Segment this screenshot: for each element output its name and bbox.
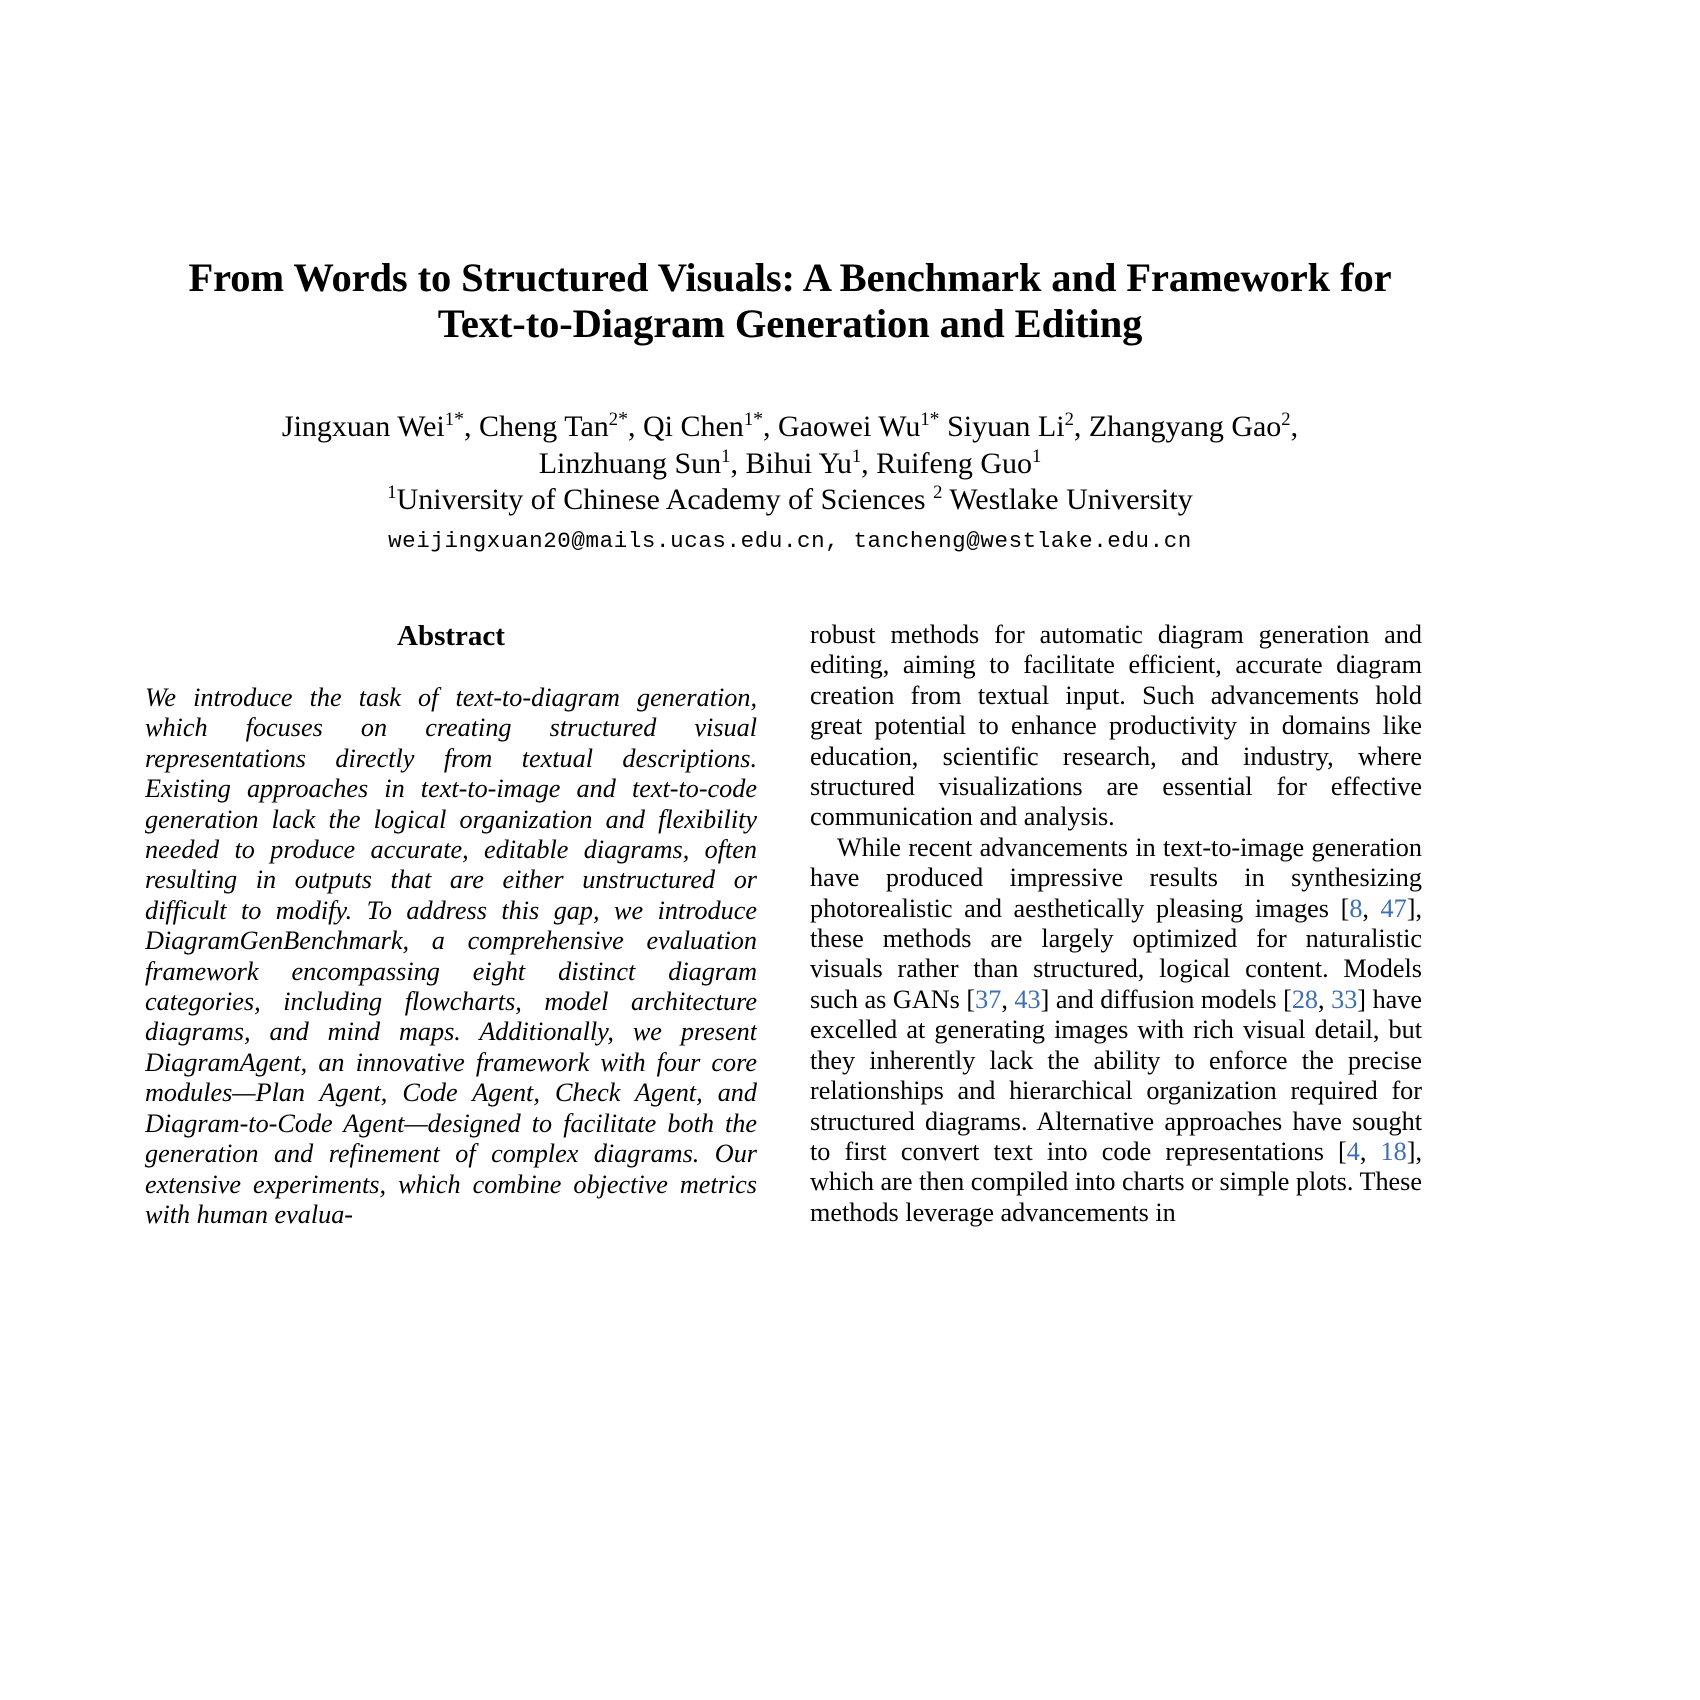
author-affiliation-marker: 1 bbox=[851, 445, 862, 467]
author-line-2: Linzhuang Sun$^1$, Bihui Yu$^1$, Ruifeng Guo$^1$ bbox=[538, 445, 1042, 480]
left-column bbox=[145, 620, 757, 1280]
citation-link-33[interactable]: 33 bbox=[1331, 984, 1358, 1014]
equal-contribution-marker: * bbox=[929, 408, 940, 430]
intro-paragraph-1: robust methods for automatic diagram generation and editing, aiming to facilitate efficient, accurate diagram creation from textual input. Such advancements hold great potential to enhance productivity in domains like education, scientific research, and industry, where structured visualizations are essential for effective communication and analysis. bbox=[810, 620, 1422, 832]
abstract-paragraph: We introduce the task of text-to-diagram generation, which focuses on creating structured visual representations directly from textual descriptions. Existing approaches in text-to-image and text-to-code generation lack the logical organization and flexibility needed to produce accurate, editable diagrams, often resulting in outputs that are either unstructured or difficult to modify. To address this gap, we introduce DiagramGenBenchmark, a comprehensive evaluation framework encompassing eight distinct diagram categories, including flowcharts, model architecture diagrams, and mind maps. Additionally, we present DiagramAgent, an innovative framework with four core modules—Plan Agent, Code Agent, Check Agent, and Diagram-to-Code Agent—designed to facilitate both the generation and refinement of complex diagrams. Our extensive experiments, which combine objective metrics with human evalua- bbox=[145, 683, 757, 1229]
author-name: Gaowei Wu bbox=[778, 410, 921, 443]
citation-link-4[interactable]: 4 bbox=[1346, 1136, 1360, 1166]
citation-link-18[interactable]: 18 bbox=[1380, 1136, 1407, 1166]
author-affiliation-marker: 2 bbox=[1064, 409, 1074, 430]
author-name: Ruifeng Guo bbox=[876, 446, 1032, 480]
equal-contribution-marker: * bbox=[753, 408, 763, 430]
author-affiliation-marker: 1 bbox=[920, 409, 930, 430]
contact-emails[interactable]: weijingxuan20@mails.ucas.edu.cn, tancheng@westlake.edu.cn bbox=[388, 527, 1192, 554]
citation-link-47[interactable]: 47 bbox=[1380, 893, 1407, 923]
two-column-body bbox=[145, 620, 1435, 1280]
equal-contribution-marker: * bbox=[618, 408, 628, 430]
affiliation-1: University of Chinese Academy of Sciences bbox=[396, 483, 926, 516]
author-affiliation-marker: 1 bbox=[743, 409, 754, 430]
citation-separator: , bbox=[1001, 984, 1015, 1014]
equal-contribution-marker: * bbox=[454, 408, 464, 430]
author-affiliation-marker: 1 bbox=[1032, 445, 1042, 467]
title-line-2: Text-to-Diagram Generation and Editing bbox=[437, 301, 1143, 346]
citation-separator: , bbox=[1318, 984, 1332, 1014]
para2-segment-1: While recent advancements in text-to-image generation have produced impressive results in synthesizing photorealistic and aesthetically pleasing images [ bbox=[810, 832, 1422, 923]
author-name: Bihui Yu bbox=[745, 446, 852, 480]
affiliation-2: Westlake University bbox=[949, 483, 1193, 516]
author-name: Qi Chen bbox=[642, 410, 744, 443]
title-line-1: From Words to Structured Visuals: A Benchmark and Framework for bbox=[188, 255, 1392, 300]
abstract-heading: Abstract bbox=[397, 620, 505, 652]
paper-header bbox=[145, 255, 1435, 554]
author-name: Siyuan Li bbox=[947, 410, 1065, 443]
para2-segment-4: ] have excelled at generating images with rich visual detail, but they inherently lack the ability to enforce the precise relationships and hierarchical organization required for structured diagrams. Alternative approaches have sought to first convert text into code representations [ bbox=[810, 984, 1422, 1166]
citation-separator: , bbox=[1362, 893, 1381, 923]
author-line-1: Jingxuan Wei$^{1*}$, Cheng Tan$^{2*}$, Qi Chen$^{1*}$, Gaowei $Wu^{1*}$ Siyuan Li$^2$, Zhangyang Gao$^2$, bbox=[281, 408, 1299, 443]
affiliation-marker-1: 1 bbox=[387, 482, 397, 503]
author-list bbox=[145, 409, 1435, 482]
author-name: Jingxuan Wei bbox=[281, 410, 445, 443]
author-affiliation-marker: 1 bbox=[721, 445, 731, 467]
citation-link-37[interactable]: 37 bbox=[975, 984, 1002, 1014]
para2-segment-5: ], which are then compiled into charts or simple plots. These methods leverage advancements in bbox=[810, 1136, 1422, 1227]
citation-link-8[interactable]: 8 bbox=[1349, 893, 1363, 923]
author-affiliation-marker: 1 bbox=[444, 409, 455, 430]
author-name: Linzhuang Sun bbox=[538, 446, 722, 480]
para2-segment-2: ], these methods are largely optimized for naturalistic visuals rather than structured, logical content. Models such as GANs [ bbox=[810, 893, 1422, 1014]
citation-link-43[interactable]: 43 bbox=[1014, 984, 1041, 1014]
page-title bbox=[145, 255, 1435, 347]
abstract-body bbox=[145, 683, 757, 1230]
para2-segment-3: ] and diffusion models [ bbox=[1040, 984, 1292, 1014]
intro-paragraph-2 bbox=[810, 833, 1422, 1228]
affiliation-list bbox=[145, 482, 1435, 519]
author-affiliation-marker: 2 bbox=[608, 409, 619, 430]
citation-separator: , bbox=[1359, 1136, 1381, 1166]
citation-link-28[interactable]: 28 bbox=[1291, 984, 1318, 1014]
author-name: Cheng Tan bbox=[478, 410, 609, 443]
author-name: Zhangyang Gao bbox=[1088, 410, 1282, 443]
author-affiliation-marker: 2 bbox=[1281, 409, 1291, 430]
affiliation-marker-2: 2 bbox=[933, 482, 943, 503]
right-column bbox=[810, 620, 1422, 1280]
